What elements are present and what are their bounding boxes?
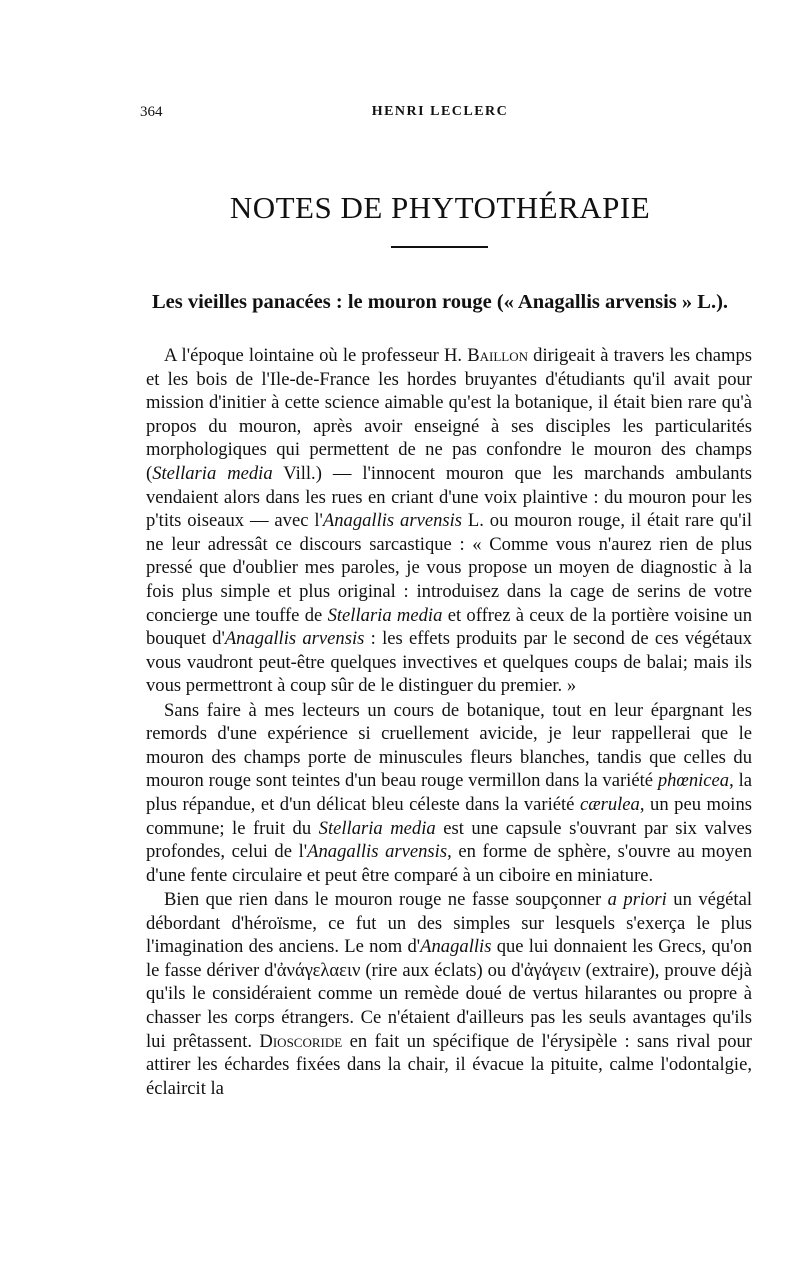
page-number: 364 <box>140 104 163 120</box>
text-run: : les effets produits par le second de ces végétaux vous vaudront peut-être quelques invectives et quelques coups de balai; mais ils vous permettront à coup sûr de le distinguer du premier. » <box>146 628 752 697</box>
italic-term: Anagallis arvensis <box>224 628 365 650</box>
text-run: Vill.) — l'innocent mouron que les marchands ambulants vendaient alors dans les rues en criant d'une voix plaintive : du mouron pour les p'tits oiseaux — avec l' <box>146 462 752 532</box>
text-run: en fait un spécifique de l'érysipèle : sans rival pour attirer les échardes fixées dans la chair, il évacue la pituite, calme l'odontalgie, éclaircit la <box>146 1030 752 1099</box>
italic-term: Stellaria media <box>318 817 436 839</box>
author-name: Baillon <box>467 345 529 366</box>
text-run: et offrez à ceux de la portière voisine un bouquet d' <box>146 604 752 650</box>
italic-term: Anagallis arvensis <box>322 510 463 532</box>
italic-term: Stellaria media <box>152 462 273 484</box>
body-text <box>146 344 752 1100</box>
paragraph <box>146 888 752 1100</box>
text-run: un végétal débordant d'héroïsme, ce fut un des simples sur lesquels s'exerça le plus l'imagination des anciens. Le nom d' <box>146 889 753 958</box>
running-title: HENRI LECLERC <box>371 104 509 119</box>
section-subtitle: Les vieilles panacées : le mouron rouge (« Anagallis arvensis » L.). <box>151 291 729 313</box>
italic-term: Anagallis <box>420 936 492 958</box>
text-run: Sans faire à mes lecteurs un cours de botanique, tout en leur épargnant les remords d'une expérience si cruellement avicide, je leur rappellerai que le mouron des champs porte de minuscules fleurs blanches, tandis que celles du mouron rouge sont teintes d'un beau rouge vermillon dans la variété <box>146 699 752 792</box>
text-run: L. ou mouron rouge, il était rare qu'il ne leur adressât ce discours sarcastique : « Comme vous n'aurez rien de plus pressé que d'oublier mes paroles, je vous propose un moyen de diagnostic à la fois plus simple et plus original : introduisez dans la cage de serins de votre concierge une touffe de <box>146 510 752 626</box>
text-run: est une capsule s'ouvrant par six valves profondes, celui de l' <box>146 817 753 863</box>
text-run: Bien que rien dans le mouron rouge ne fasse soupçonner <box>164 889 608 911</box>
text-run: dirigeait à travers les champs et les bois de l'Ile-de-France les hordes bruyantes d'étudiants qu'il avait pour mission d'initier à cette science aimable qu'est la botanique, il était bien rare qu'à propos du mouron, après avoir enseigné à ses disciples les particularités morphologiques qui permettent de ne pas confondre le mouron des champs ( <box>146 345 752 484</box>
text-run: , un peu moins commune; le fruit du <box>146 793 752 839</box>
text-run: , en forme de sphère, s'ouvre au moyen d'une fente circulaire et peut être comparé à un ciboire en miniature. <box>146 841 752 886</box>
text-run: que lui donnaient les Grecs, qu'on le fasse dériver d'ἀνάγελαειν (rire aux éclats) ou d'ἀγάγειν (extraire), prouve déjà qu'ils le considéraient comme un remède doué de vertus hilarantes ou propre à chasser les corps étrangers. Ce n'étaient d'ailleurs pas les seuls avantages qu'ils lui prêtassent. <box>146 936 753 1052</box>
italic-term: cærulea <box>579 793 640 815</box>
italic-term: Anagallis arvensis <box>307 841 448 863</box>
running-head <box>140 104 740 126</box>
text-run: A l'époque lointaine où le professeur H. <box>164 345 468 366</box>
chapter-title: NOTES DE PHYTOTHÉRAPIE <box>229 190 651 225</box>
italic-term: phœnicea <box>657 770 730 792</box>
title-divider <box>391 246 488 248</box>
italic-term: Stellaria media <box>327 604 443 626</box>
text-run: , la plus répandue, et d'un délicat bleu céleste dans la variété <box>146 770 752 815</box>
author-name: Dioscoride <box>259 1030 343 1052</box>
paragraph <box>146 344 752 698</box>
paragraph <box>146 699 752 888</box>
italic-term: a priori <box>607 889 667 911</box>
